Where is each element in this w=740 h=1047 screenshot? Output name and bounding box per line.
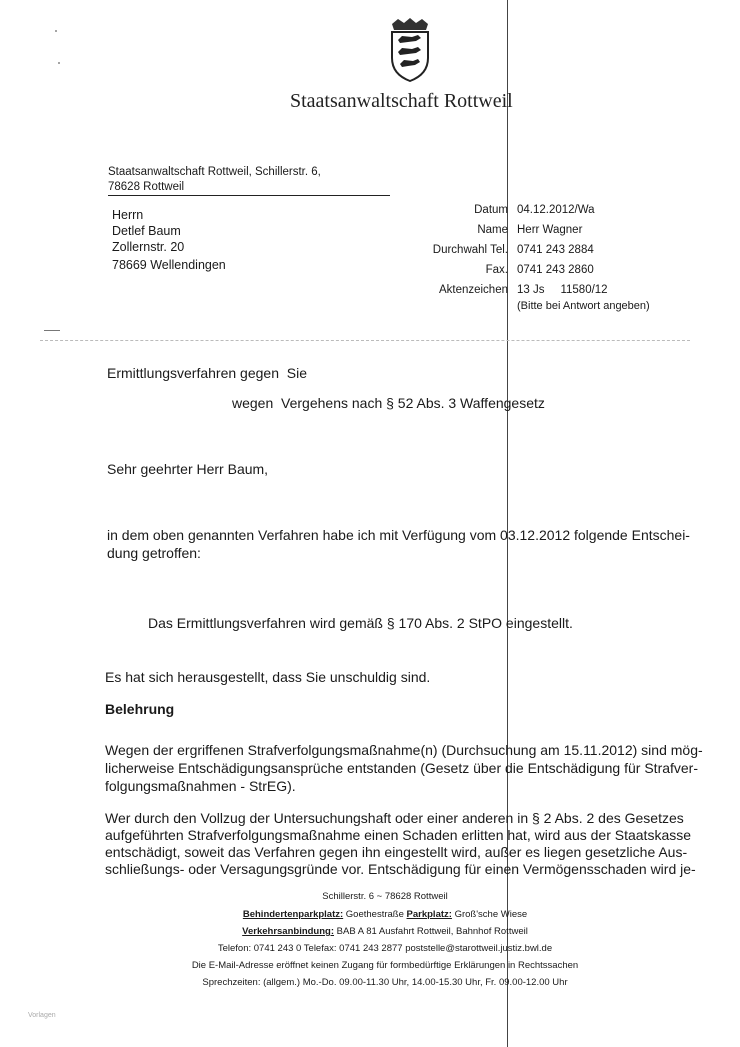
parking2-label: Parkplatz:: [406, 909, 452, 920]
meta-label-phone: Durchwahl Tel.: [432, 244, 508, 256]
coat-of-arms-icon: [388, 18, 432, 82]
meta-value-fax: 0741 243 2860: [517, 264, 594, 276]
intro-line: in dem oben genannten Verfahren habe ich mit Verfügung vom 03.12.2012 folgende Entschei-: [107, 527, 690, 543]
meta-value-phone: 0741 243 2884: [517, 244, 594, 256]
transport-label: Verkehrsanbindung:: [242, 926, 335, 937]
belehrung-paragraph-2: [105, 810, 696, 878]
recipient-salutation: Herrn: [112, 208, 144, 222]
meta-values: [517, 200, 608, 300]
scan-mark: [44, 330, 60, 331]
corner-note: Vorlagen: [28, 1012, 56, 1019]
parking-label: Behindertenparkplatz:: [242, 909, 344, 920]
belehrung-heading: Belehrung: [105, 701, 175, 717]
meta-value-file-number: 13 Js 11580/12: [517, 284, 608, 296]
paragraph-line: entschädigt, soweit das Verfahren gegen ihn eingestellt wird, außer es liegen gesetzliche Aus-: [105, 844, 688, 860]
meta-label-file-number: Aktenzeichen: [438, 284, 508, 296]
fold-line: [507, 0, 508, 1047]
sender-address: [108, 165, 321, 195]
recipient-name: Detlef Baum: [112, 224, 181, 238]
subject-offense: wegen Vergehens nach § 52 Abs. 3 Waffengesetz: [232, 395, 545, 411]
footer-hours: Sprechzeiten: (allgem.) Mo.-Do. 09.00-11.30 Uhr, 14.00-15.30 Uhr, Fr. 09.00-12.00 Uhr: [202, 977, 568, 988]
sender-divider: [108, 195, 390, 196]
paragraph-line: Wer durch den Vollzug der Untersuchungshaft oder einer anderen in § 2 Abs. 2 des Gesetzes: [105, 810, 684, 826]
meta-label-name: Name: [477, 224, 508, 236]
decision: Das Ermittlungsverfahren wird gemäß § 170 Abs. 2 StPO eingestellt.: [148, 615, 573, 631]
paragraph-line: schließungs- oder Versagungsgründe vor. Entschädigung für einen Vermögensschaden wird je-: [105, 861, 696, 877]
intro-line: dung getroffen:: [107, 545, 201, 561]
sender-line: Staatsanwaltschaft Rottweil, Schillerstr. 6,: [108, 166, 321, 178]
paragraph-line: Wegen der ergriffenen Strafverfolgungsmaßnahme(n) (Durchsuchung am 15.11.2012) sind mög-: [105, 742, 703, 758]
paragraph-line: licherweise Entschädigungsansprüche entstanden (Gesetz über die Entschädigung für Strafver-: [105, 760, 699, 776]
footer-email-note: Die E-Mail-Adresse eröffnet keinen Zugang für formbedürftige Erklärungen in Rechtssachen: [191, 960, 579, 971]
parking-value: Goethestraße: [345, 909, 404, 920]
greeting: Sehr geehrter Herr Baum,: [107, 461, 269, 477]
footer-transport: [160, 926, 610, 937]
meta-value-name: Herr Wagner: [517, 224, 583, 236]
parking2-value: Groß'sche Wiese: [454, 909, 528, 920]
footer-contact: Telefon: 0741 243 0 Telefax: 0741 243 2877 poststelle@starottweil.justiz.bwl.de: [217, 943, 553, 954]
paragraph-line: folgungsmaßnahmen - StrEG).: [105, 778, 296, 794]
meta-label-fax: Fax.: [485, 264, 508, 276]
transport-value: BAB A 81 Ausfahrt Rottweil, Bahnhof Rottweil: [336, 926, 528, 937]
recipient-street: Zollernstr. 20: [112, 240, 185, 254]
reply-hint: (Bitte bei Antwort angeben): [517, 300, 650, 312]
finding: Es hat sich herausgestellt, dass Sie unschuldig sind.: [105, 669, 431, 685]
footer-parking: [160, 909, 610, 920]
recipient-address: [112, 207, 226, 273]
recipient-city: 78669 Wellendingen: [112, 258, 226, 272]
meta-value-date: 04.12.2012/Wa: [517, 204, 595, 216]
belehrung-paragraph-1: [105, 741, 703, 795]
scan-speck: [58, 62, 60, 64]
sender-line: 78628 Rottweil: [108, 181, 185, 193]
subject-line: Ermittlungsverfahren gegen Sie: [107, 365, 307, 381]
agency-title: Staatsanwaltschaft Rottweil: [290, 90, 513, 112]
meta-label-date: Datum: [474, 204, 508, 216]
scan-line: [40, 340, 690, 342]
scan-speck: [55, 30, 57, 32]
paragraph-line: aufgeführten Strafverfolgungsmaßnahme einen Schaden erlitten hat, wird aus der Staatskasse: [105, 827, 692, 843]
intro-paragraph: [107, 526, 690, 562]
meta-labels: [400, 200, 508, 300]
footer-address: Schillerstr. 6 ~ 78628 Rottweil: [322, 891, 448, 902]
